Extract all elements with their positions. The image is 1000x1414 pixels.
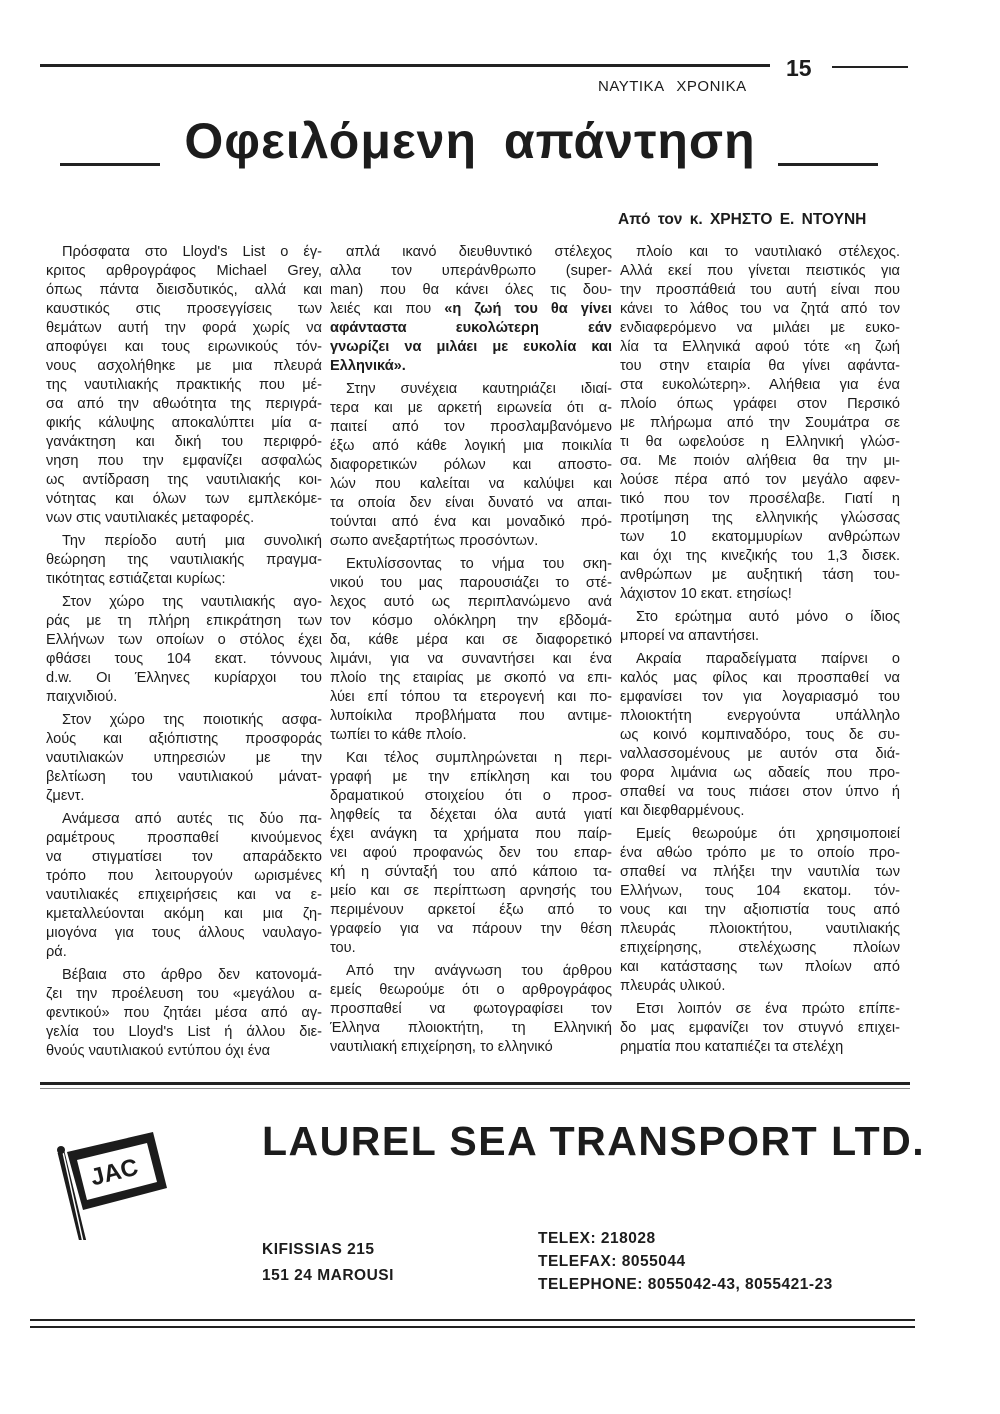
- text-line: ναυτιλιακή επιχείρηση, το ελληνικό: [330, 1039, 553, 1055]
- bold-quote: αφάνταστα ευκολώτερη εάν: [330, 320, 612, 336]
- ad-bottom-rule-2: [30, 1326, 915, 1328]
- text-line: τον κόσμο ολόκληρη την εβδομά-: [330, 613, 612, 629]
- paragraph: [330, 555, 612, 745]
- text-line: τικότητας εστιάζεται κυρίως:: [46, 571, 226, 587]
- text-line: Βέβαια στο άρθρο δεν κατονομά-: [62, 967, 322, 983]
- text-line: [330, 357, 612, 376]
- text-line: και όχι της κινεζικής του 1,3 δισεκ.: [620, 548, 900, 564]
- paragraph: [46, 532, 322, 589]
- text-line: κάνει το λάθος του να ζητά από τον: [620, 301, 900, 317]
- page-number: 15: [786, 55, 812, 81]
- text-line: φθάσει τους 104 εκατ. τόννους: [46, 651, 322, 667]
- text-line: δα, κάθε μέρα και σε διαφορετικό: [330, 632, 612, 648]
- text-line: νων στις ναυτιλιακές μεταφορές.: [46, 510, 255, 526]
- text-line: των 10 εκατομμυρίων ανθρώπων: [620, 529, 900, 545]
- text-line: θνούς ναυτιλιακού εντύπου όχι ένα: [46, 1043, 271, 1059]
- article-bottom-rule-thin: [40, 1088, 910, 1089]
- jac-flag-logo: [55, 1130, 175, 1240]
- text-line: καλός μας φίλος και προσπαθεί να: [620, 670, 900, 686]
- text-line: τικό που τον προσέλαβε. Γιατί η: [620, 491, 900, 507]
- paragraph: [620, 825, 900, 996]
- text-line: Εκτυλίσσοντας το νήμα του σκη-: [346, 556, 612, 572]
- paragraph: [46, 243, 322, 528]
- text-line: πλευράς υλικού.: [620, 978, 726, 994]
- text-line: τερα και με αρκετή ειρωνεία ότι α-: [330, 400, 612, 416]
- text-line: ρηματία που καταπιέζει τα στελέχη: [620, 1039, 844, 1055]
- text-line: πλοίο της εταιρίας με σκοπό να επι-: [330, 670, 612, 686]
- text-line: να στιγματίσει τον απαράδεκτο: [46, 849, 322, 865]
- text-segment: λειές και που: [330, 301, 445, 317]
- text-line: παιχνιδιού.: [46, 689, 118, 705]
- text-line: λία τα Ελληνικά αφού τότε «η ζωή: [620, 339, 900, 355]
- text-line: Πρόσφατα στο Lloyd's List ο έγ-: [62, 244, 322, 260]
- text-line: μείο και σε περίπτωση αρνησής του: [330, 883, 612, 899]
- logo-text: JAC: [87, 1153, 141, 1192]
- telephone: TELEPHONE: 8055042-43, 8055421-23: [538, 1276, 833, 1293]
- text-line: σπαθεί να τους πιάσει στον ύπνο ή: [620, 784, 900, 800]
- paragraph: [330, 380, 612, 551]
- article-column-1: [46, 243, 322, 1065]
- text-line: και διεφθαρμένους.: [620, 803, 745, 819]
- text-line: ένα αθώο τρόπο με το οποίο προ-: [620, 845, 900, 861]
- flag-icon: [55, 1130, 175, 1240]
- text-line: λυποίκιλα προβλήματα που αντιμε-: [330, 708, 612, 724]
- text-line: Ελλήνων των οποίων ο στόλος έχει: [46, 632, 322, 648]
- text-line: του στην εταιρία θα γίνει αφάντα-: [620, 358, 900, 374]
- text-line: δραματικού στοιχείου ότι ο προσ-: [330, 788, 612, 804]
- text-line: ως αντίδραση της ναυτιλιακής κοι-: [46, 472, 322, 488]
- text-line: γραφή με την επίκληση και του: [330, 769, 612, 785]
- bold-quote: Ελληνικά».: [330, 358, 406, 374]
- text-line: φικής κάλυψης αποκαλύπτει μία α-: [46, 415, 322, 431]
- text-line: σα από την αθωότητα της περιγρά-: [46, 396, 322, 412]
- text-line: ζει την προέλευση του «μεγάλου α-: [46, 986, 322, 1002]
- header-rule-left: [40, 64, 770, 67]
- text-line: δο μας εμφανίζει τον στυγνό επιχει-: [620, 1020, 900, 1036]
- text-line: καυστικός στις προσεγγίσεις των: [46, 301, 322, 317]
- text-line: Στον χώρο της ναυτιλιακής αγο-: [62, 594, 322, 610]
- text-line: αποφύγει και τους ειρωνικούς τόν-: [46, 339, 322, 355]
- text-line: κριτος αρθρογράφος Michael Grey,: [46, 263, 322, 279]
- text-line: Την περίοδο αυτή μια συνολική: [62, 533, 322, 549]
- text-line: σπαθεί να πλήξει την ναυτιλία των: [620, 864, 900, 880]
- text-line: προτίμηση της ελληνικής γλώσσας: [620, 510, 900, 526]
- text-line: ενδιαφερόμενο να μιλάει με ευκο-: [620, 320, 900, 336]
- text-line: Στο ερώτημα αυτό μόνο ο ίδιος: [636, 609, 900, 625]
- text-line: Έλληνα πλοιοκτήτη, τη Ελληνική: [330, 1020, 612, 1036]
- text-line: πλοίο όπως γράφει στον Περσικό: [620, 396, 900, 412]
- ad-bottom-rule: [30, 1319, 915, 1321]
- text-line: λούσε πέρα από τον μεγάλο αφεν-: [620, 472, 900, 488]
- text-line: τούνται από ένα και μοναδικό πρό-: [330, 514, 612, 530]
- text-line: [330, 319, 612, 338]
- text-line: εμφανίσει τον για λογαριασμό του: [620, 689, 900, 705]
- text-line: νότητας και όλων των εμπλεκόμε-: [46, 491, 322, 507]
- bold-quote: «η ζωή του θα γίνει: [444, 301, 612, 317]
- text-line: και κατάστασης των πλοίων από: [620, 959, 900, 975]
- article-byline: Από τον κ. ΧΡΗΣΤΟ Ε. ΝΤΟΥΝΗ: [618, 211, 867, 228]
- text-line: λεχος αυτό ως περιπλανώμενο ανά: [330, 594, 612, 610]
- text-line: όπως πάντα διεισδυτικός, αλλά και: [46, 282, 322, 298]
- text-line: λάχιστον 10 εκατ. ετησίως!: [620, 586, 792, 602]
- text-line: σα. Με ποιόν αλήθεια θα την μι-: [620, 453, 900, 469]
- text-line: [330, 300, 612, 319]
- text-line: νηση που την εμφανίζει ασφαλώς: [46, 453, 322, 469]
- address-street: KIFISSIAS 215: [262, 1241, 375, 1258]
- text-line: παιτεί από τον προσλαμβανόμενο: [330, 419, 612, 435]
- text-line: πλοιοκτήτη ενεργούντα υπάλληλο: [620, 708, 900, 724]
- paragraph: [46, 593, 322, 707]
- magazine-name: ΝΑΥΤΙΚΑ ΧΡΟΝΙΚΑ: [598, 78, 747, 95]
- text-line: Στην συνέχεια καυτηριάζει ιδιαί-: [346, 381, 612, 397]
- text-line: σωπο ανεξαρτήτως προσόντων.: [330, 533, 539, 549]
- text-line: μπορεί να απαντήσει.: [620, 628, 760, 644]
- bold-quote: γνωρίζει να μιλάει με ευκολία και: [330, 339, 612, 355]
- text-line: τρόπο που λειτουργούν ωρισμένες: [46, 868, 322, 884]
- text-line: Αλλά εκεί που γίνεται πειστικός για: [620, 263, 900, 279]
- text-line: ζμεντ.: [46, 788, 85, 804]
- text-line: νους ασχολήθηκε με μια πλευρά: [46, 358, 322, 374]
- address-city: 151 24 MAROUSI: [262, 1267, 394, 1284]
- paragraph: [620, 608, 900, 646]
- text-line: Ανάμεσα από αυτές τις δύο πα-: [62, 811, 322, 827]
- text-line: Στον χώρο της ποιοτικής ασφα-: [62, 712, 322, 728]
- text-line: man) που θα κάνει όλες τις δου-: [330, 282, 612, 298]
- text-line: ραμέτρους προσπαθεί κινούμενος: [46, 830, 322, 846]
- text-line: d.w. Οι Έλληνες κυρίαρχοι του: [46, 670, 322, 686]
- header-rule-right: [832, 66, 908, 68]
- text-line: μιογόνα για τους άλλους ναυλαγο-: [46, 925, 322, 941]
- text-line: με πλήρωμα από την Σουμάτρα σε: [620, 415, 900, 431]
- telex: TELEX: 218028: [538, 1230, 656, 1247]
- paragraph: [330, 243, 612, 376]
- text-line: ανθρώπων με αυξητική τάση του-: [620, 567, 900, 583]
- title-dash-right: [778, 163, 878, 166]
- text-line: λύει επί τόπου τα ετερογενή και πο-: [330, 689, 612, 705]
- text-line: Εμείς θεωρούμε ότι χρησιμοποιεί: [636, 826, 900, 842]
- article-title: Οφειλόμενη απάντηση: [184, 113, 756, 169]
- text-line: έχει ανάγκη τα χρήματα που παίρ-: [330, 826, 612, 842]
- paragraph: [620, 243, 900, 604]
- paragraph: [330, 962, 612, 1057]
- text-line: περιμένουν αρκετοί έξω από το: [330, 902, 612, 918]
- text-line: γανάκτηση και δική του περιφρό-: [46, 434, 322, 450]
- text-line: τι θα ωφελούσε η Ελληνική γλώσ-: [620, 434, 900, 450]
- text-line: [330, 338, 612, 357]
- text-line: τα οποία δεν είναι δυνατό να απαι-: [330, 495, 612, 511]
- text-line: ναλλασσομένους με αυτόν στα διά-: [620, 746, 900, 762]
- text-line: κή η σύνταξή του από κάποιο τα-: [330, 864, 612, 880]
- text-line: λιμάνι, για να συναντήσει και ένα: [330, 651, 612, 667]
- telefax: TELEFAX: 8055044: [538, 1253, 686, 1270]
- text-line: πλοίο και το ναυτιλιακό στέλεχος.: [636, 244, 900, 260]
- text-line: ναυτιλιακές επιχειρήσεις και να ε-: [46, 887, 322, 903]
- text-line: λούς και αξιόπιστης προσφοράς: [46, 731, 322, 747]
- text-line: γραφείο για να πάρουν την θέση: [330, 921, 612, 937]
- text-line: της ναυτιλιακής πρακτικής που μέ-: [46, 377, 322, 393]
- paragraph: [620, 1000, 900, 1057]
- text-line: εμείς θεωρούμε ότι ο αρθρογράφος: [330, 982, 612, 998]
- text-line: πλευράς πλοιοκτήτου, ναυτιλιακής: [620, 921, 900, 937]
- text-line: διαφορετικών ρόλων και αποστο-: [330, 457, 612, 473]
- text-line: γελία του Lloyd's List ή άλλου διε-: [46, 1024, 322, 1040]
- text-line: στα ευκολώτερη». Αλήθεια για ένα: [620, 377, 900, 393]
- text-line: προσπαθεί να φωτογραφίσει τον: [330, 1001, 612, 1017]
- text-line: νικού του μας παρουσιάζει το στέ-: [330, 575, 612, 591]
- text-line: Ετσι λοιπόν σε ένα πρώτο επίπε-: [636, 1001, 900, 1017]
- paragraph: [46, 810, 322, 962]
- text-line: αλλα τον υπεράνθρωπο (super-: [330, 263, 612, 279]
- text-line: νους και την αξιοπιστία τους από: [620, 902, 900, 918]
- company-name: LAUREL SEA TRANSPORT LTD.: [262, 1118, 926, 1164]
- paragraph: [620, 650, 900, 821]
- text-line: Από την ανάγνωση του άρθρου: [346, 963, 612, 979]
- text-line: Ακραία παραδείγματα παίρνει ο: [636, 651, 900, 667]
- text-line: ως κοινό κομπιναδόρο, τους δε συ-: [620, 727, 900, 743]
- text-line: θεμάτων αυτή την φορά χωρίς να: [46, 320, 322, 336]
- text-line: τωπίει το κάθε πλοίο.: [330, 727, 467, 743]
- paragraph: [46, 966, 322, 1061]
- text-line: Και τέλος συμπληρώνεται η περι-: [346, 750, 612, 766]
- text-line: την προσπάθειά του αυτή είναι που: [620, 282, 900, 298]
- text-line: θεώρηση της ναυτιλιακής πραγμα-: [46, 552, 322, 568]
- text-line: ρά.: [46, 944, 67, 960]
- text-line: ράς με τη πλήρη επικράτηση των: [46, 613, 322, 629]
- text-line: βελτίωση του ναυτιλιακού μάνατ-: [46, 769, 322, 785]
- text-line: έξω από κάθε λογική μια ποικιλία: [330, 438, 612, 454]
- text-line: λών που καλείται να καλύψει και: [330, 476, 612, 492]
- article-bottom-rule: [40, 1082, 910, 1085]
- text-line: επιχείρησης, στελέχωσης πλοίων: [620, 940, 900, 956]
- article-column-3: [620, 243, 900, 1061]
- text-line: ναυτιλιακών υπηρεσιών με την: [46, 750, 322, 766]
- paragraph: [46, 711, 322, 806]
- text-line: ληφθείς τα δέχεται όλα αυτά γιατί: [330, 807, 612, 823]
- text-line: φεντικού» που ζητάει μέσα από αγ-: [46, 1005, 322, 1021]
- text-line: του.: [330, 940, 356, 956]
- paragraph: [330, 749, 612, 958]
- text-line: απλά ικανό διευθυντικό στέλεχος: [346, 244, 612, 260]
- article-column-2: [330, 243, 612, 1061]
- text-line: Ελλήνων, τους 104 εκατομ. τόν-: [620, 883, 900, 899]
- text-line: φορα λιμάνια ως αδαείς που προ-: [620, 765, 900, 781]
- text-line: νει αφού προφανώς δεν του επαρ-: [330, 845, 612, 861]
- text-line: κμεταλλεύονται ακόμη και μια ζη-: [46, 906, 322, 922]
